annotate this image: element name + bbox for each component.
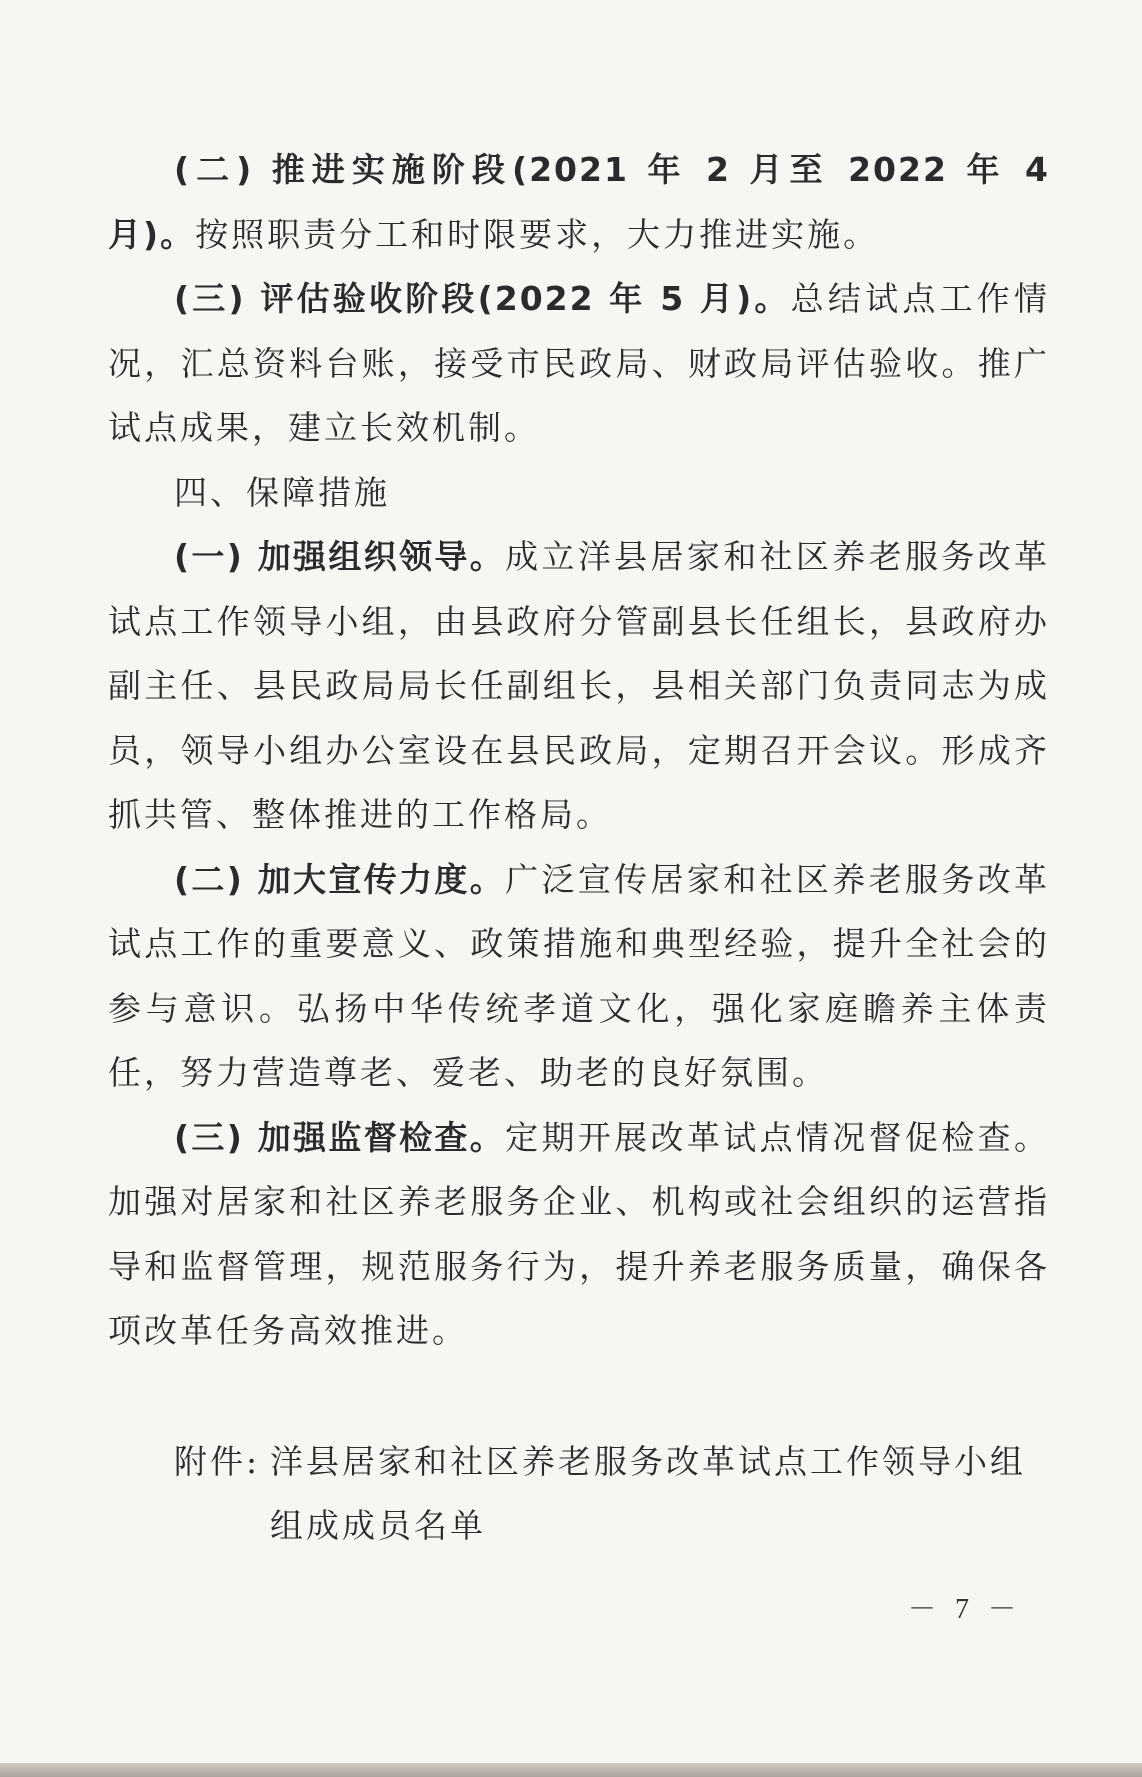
measure-head: (二) 加大宣传力度。: [174, 859, 506, 899]
attachment-text: 洋县居家和社区养老服务改革试点工作领导小组组成成员名单: [270, 1441, 1026, 1545]
measure-body: 成立洋县居家和社区养老服务改革试点工作领导小组，由县政府分管副县长任组长，县政府办副主任、县民政局局长任副组长，县相关部门负责同志为成员，领导小组办公室设在县民政局，定期召开会议。形成齐抓共管、整体推进的工作格局。: [108, 537, 1051, 834]
attachment-label: 附件:: [174, 1441, 261, 1481]
measure-supervision: [108, 1106, 1050, 1364]
attachment-note: [174, 1430, 1050, 1559]
section-heading: 四、保障措施: [174, 472, 390, 512]
measure-body: 定期开展改革试点情况督促检查。加强对居家和社区养老服务企业、机构或社会组织的运营指导和监督管理，规范服务行为，提升养老服务质量，确保各项改革任务高效推进。: [108, 1117, 1051, 1350]
paragraph-head: (三) 评估验收阶段(2022 年 5 月)。: [174, 279, 791, 318]
measure-body: 广泛宣传居家和社区养老服务改革试点工作的重要意义、政策措施和典型经验，提升全社会的参与意识。弘扬中华传统孝道文化，强化家庭瞻养主体责任，努力营造尊老、爱老、助老的良好氛围。: [108, 859, 1051, 1092]
paragraph-body: 按照职责分工和时限要求，大力推进实施。: [195, 214, 880, 254]
measure-head: (一) 加强组织领导。: [174, 537, 506, 576]
measure-organization: [108, 525, 1050, 848]
page-number: － 7 －: [907, 1594, 1022, 1625]
paragraph-evaluation-stage: [108, 267, 1050, 461]
paragraph-body: 总结试点工作情况，汇总资料台账，接受市民政局、财政局评估验收。推广试点成果，建立长效机制。: [108, 279, 1051, 447]
bottom-edge-shadow: [0, 1763, 1142, 1777]
measure-head: (三) 加强监督检查。: [174, 1117, 506, 1157]
paragraph-head: (二) 推进实施阶段(2021 年 2 月至 2022 年 4 月)。: [108, 150, 1050, 254]
measure-publicity: [108, 848, 1050, 1106]
paragraph-implementation-stage: [108, 138, 1050, 267]
